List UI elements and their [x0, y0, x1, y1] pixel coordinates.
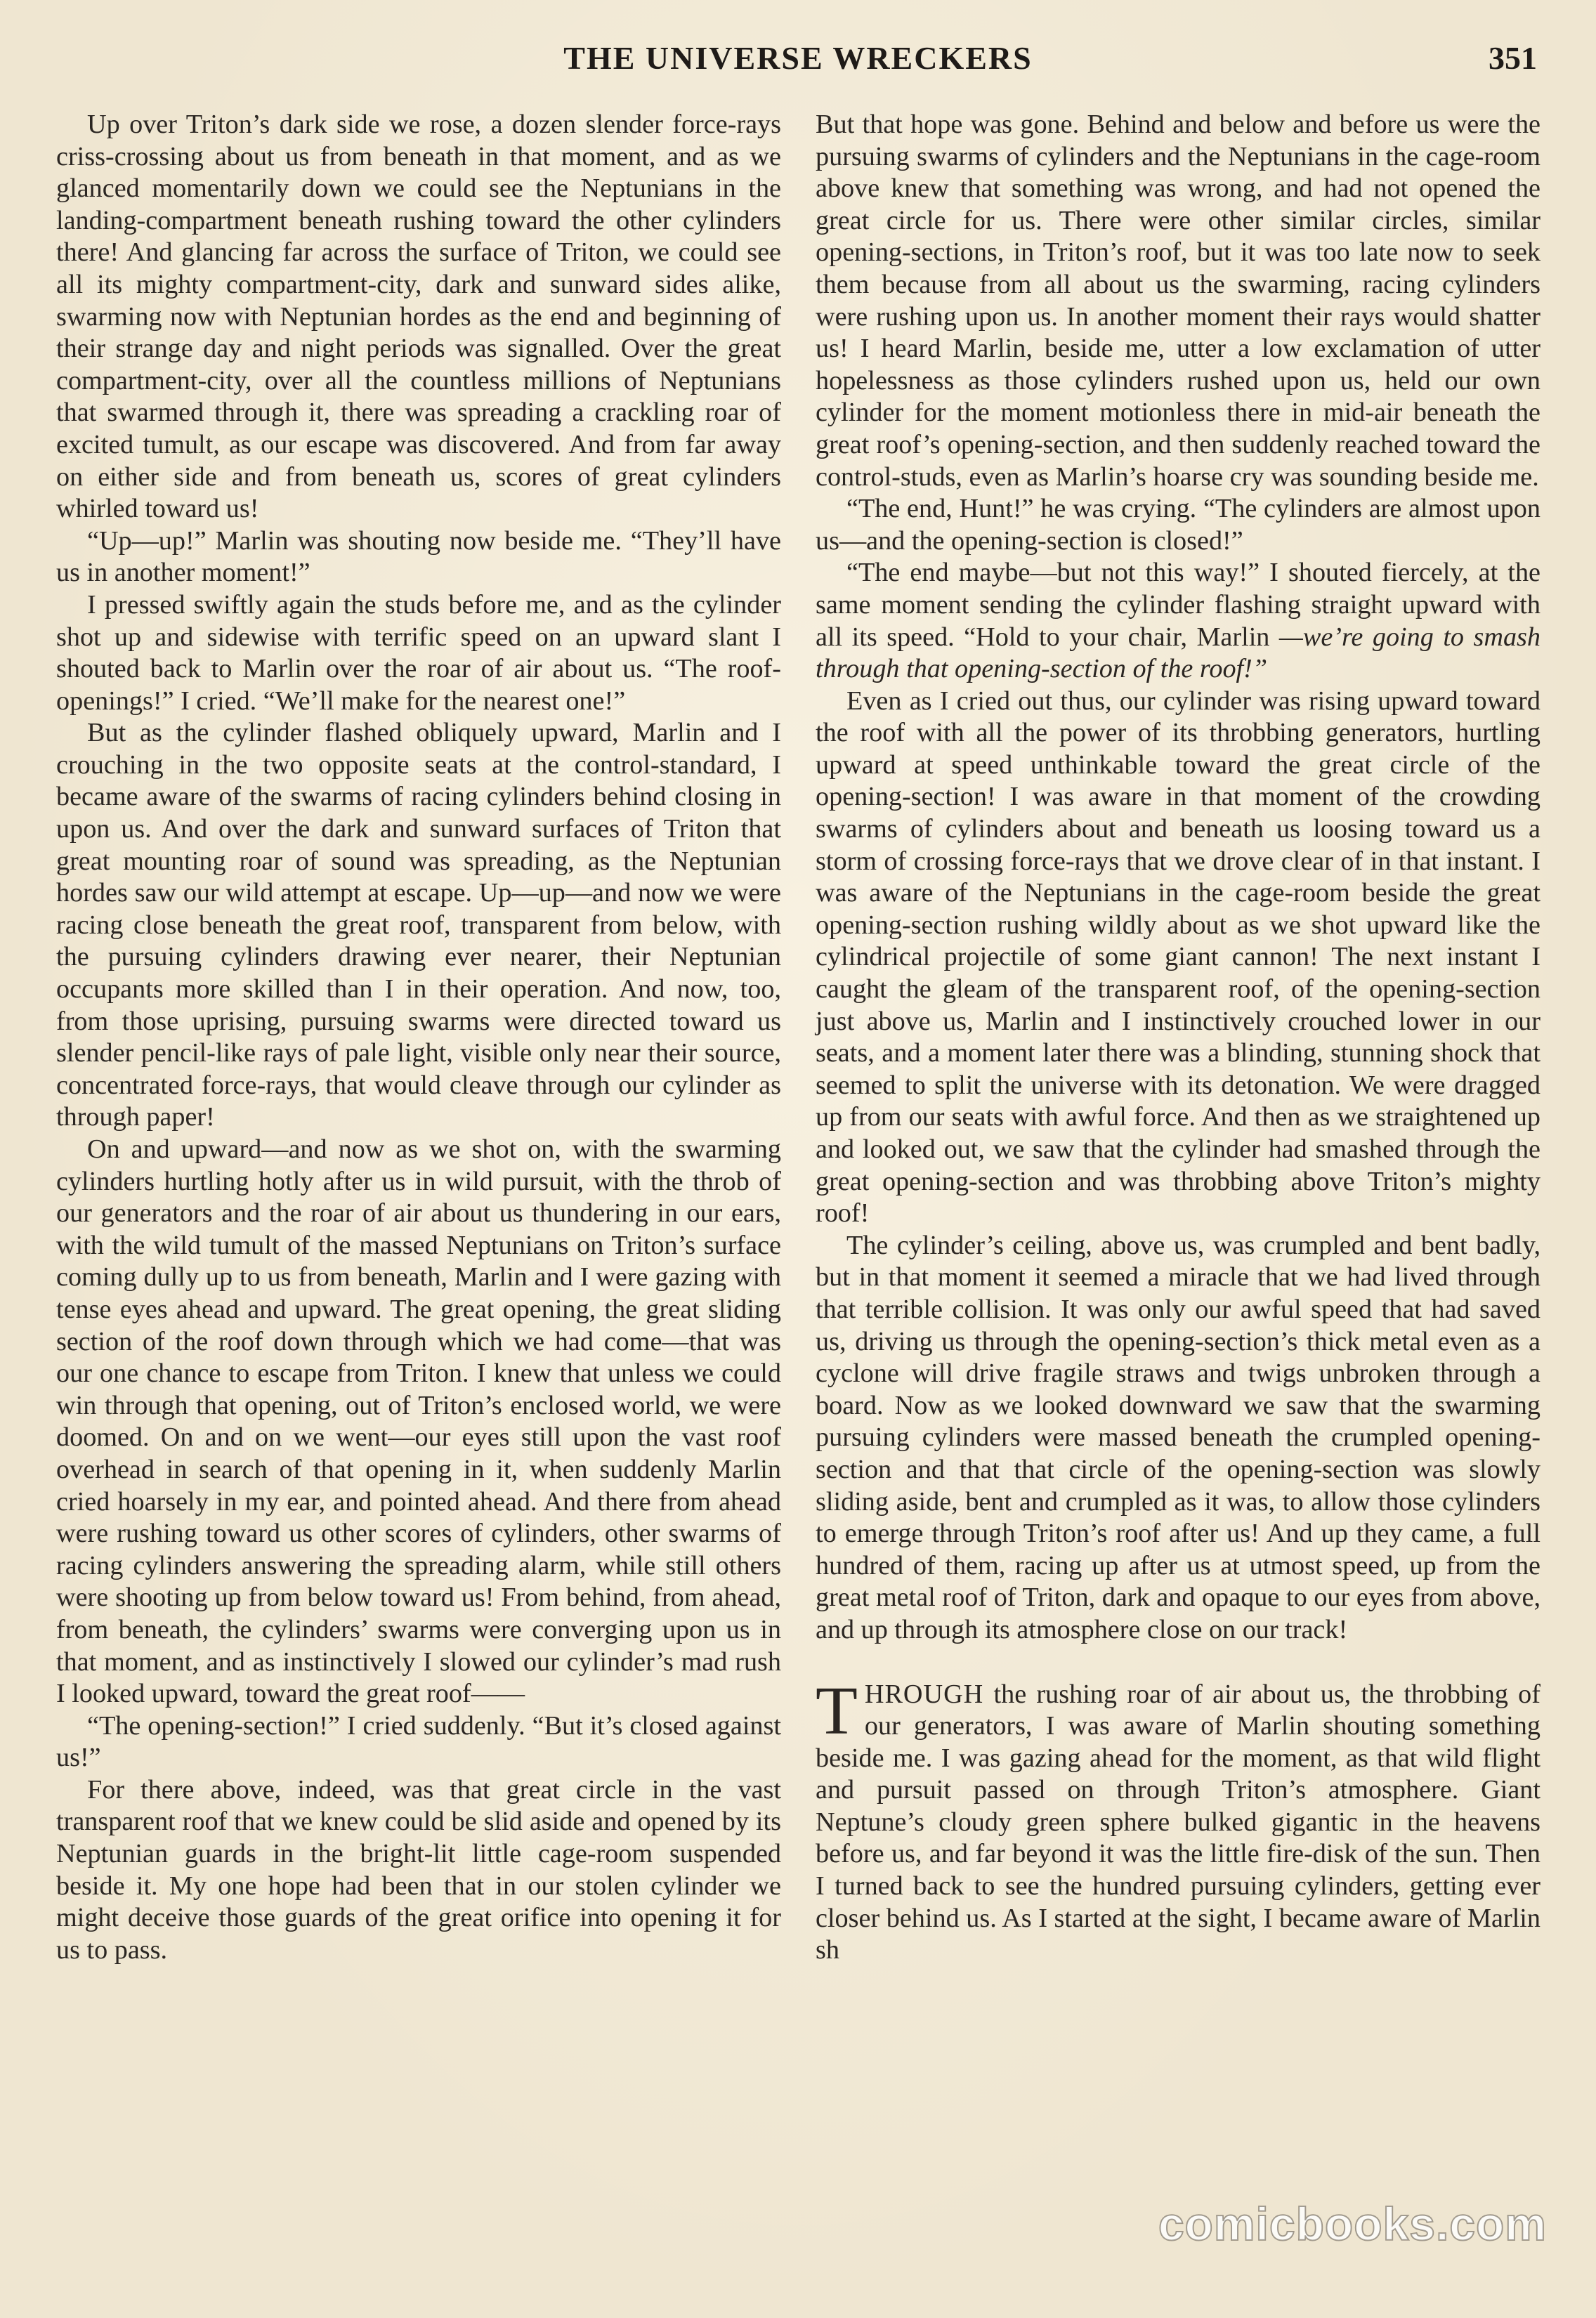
- paragraph: Up over Triton’s dark side we rose, a dozen slender force-rays criss-crossing about us from beneath in that moment, and as we glanced momentarily down we could see the Neptunians in the landing-compartment beneath rushing toward the other cylinders there! And glancing far across the surface of Triton, we could see all its mighty compartment-city, dark and sunward sides alike, swarming now with Neptunian hordes as the end and beginning of their strange day and night periods was signalled. Over the great compartment-city, over all the countless millions of Neptunians that swarmed through it, there was spreading a crackling roar of excited tumult, as our escape was discovered. And from far away on either side and from beneath us, scores of great cylinders whirled toward us!: [56, 110, 781, 524]
- page-number: 351: [1489, 40, 1537, 76]
- paragraph: Even as I cried out thus, our cylinder was rising upward toward the roof with all the power of its throbbing generators, hurtling upward at speed unthinkable toward the great circle of the opening-section! I was aware in that moment of the crowding swarms of cylinders about and beneath us loosing toward us a storm of crossing force-rays that we drove clear of in that instant. I was aware of the Neptunians in the cage-room beside the great opening-section rushing wildly about as we shot upward like the cylindrical projectile of some giant cannon! The next instant I caught the gleam of the transparent roof, of the opening-section just above us, Marlin and I instinctively crouched lower in our seats, and a moment later there was a blinding, stunning shock that seemed to split the universe with its detonation. We were dragged up from our seats with awful force. And then as we straightened up and looked out, we saw that the cylinder had smashed through the great opening-section and was throbbing above Triton’s mighty roof!: [816, 686, 1541, 1229]
- running-title: THE UNIVERSE WRECKERS: [563, 40, 1033, 76]
- paragraph: For there above, indeed, was that great circle in the vast transparent roof that we knew could be slid aside and opened by its Neptunian guards in the bright-lit little cage-room suspended beside it. My one hope had been that in our stolen cylinder we might deceive those guards of the great orifice into opening it for us to pass.: [56, 1774, 781, 1965]
- paragraph: I pressed swiftly again the studs before me, and as the cylinder shot up and sidewise with terrific speed on an upward slant I shouted back to Marlin over the roar of air about us. “The roof-openings!” I cried. “We’ll make for the nearest one!”: [56, 589, 781, 716]
- paragraph: But as the cylinder flashed obliquely upward, Marlin and I crouching in the two opposite seats at the control-standard, I became aware of the swarms of racing cylinders behind closing in upon us. And over the dark and sunward surfaces of Triton that great mounting roar of sound was spreading, as the Neptunian hordes saw our wild attempt at escape. Up—up—and now we were racing close beneath the great roof, transparent from below, with the pursuing cylinders drawing ever nearer, their Neptunian occupants more skilled than I in their operation. And now, too, from those uprising, pursuing swarms were directed toward us slender pencil-like rays of pale light, visible only near their source, concentrated force-rays, that would cleave through our cylinder as through paper!: [56, 718, 781, 1132]
- left-column: [56, 109, 781, 1966]
- paragraph: “Up—up!” Marlin was shouting now beside me. “They’ll have us in another moment!”: [56, 525, 781, 588]
- paragraph: On and upward—and now as we shot on, with the swarming cylinders hurtling hotly after us in wild pursuit, with the throb of our generators and the roar of air about us thundering in our ears, with the wild tumult of the massed Neptunians on Triton’s surface coming dully up to us from beneath, Marlin and I were gazing with tense eyes ahead and upward. The great opening, the great sliding section of the roof down through which we had come—that was our one chance to escape from Triton. I knew that unless we could win through that opening, out of Triton’s enclosed world, we were doomed. On and on we went—our eyes still upon the vast roof overhead in search of that opening in it, when suddenly Marlin cried hoarsely in my ear, and pointed ahead. And there from ahead were rushing toward us other scores of cylinders, other swarms of racing cylinders answering the spreading alarm, while still others were shooting up from below toward us! From behind, from ahead, from beneath, the cylinders’ swarms were converging upon us in that moment, and as instinctively I slowed our cylinder’s mad rush I looked upward, toward the great roof——: [56, 1134, 781, 1709]
- shout-text: “The end maybe—but not this way!” I shouted fiercely, at the same moment sending the cylinder flashing straight upward with all its speed. “Hold to your chair, Marlin: [816, 558, 1541, 652]
- right-column: [816, 109, 1541, 1967]
- shout-italic-text: —we’re going to smash through that opening-section of the roof!”: [816, 622, 1541, 684]
- paragraph: The cylinder’s ceiling, above us, was crumpled and bent badly, but in that moment it seemed a miracle that we had lived through that terrible collision. It was only our awful speed that had saved us, driving us through the opening-section’s thick metal even as a cyclone will drive fragile straws and twigs unbroken through a board. Now as we looked downward we saw that the swarming pursuing cylinders were massed beneath the crumpled opening-section and that that circle of the opening-section was slowly sliding aside, bent and crumpled as it was, to allow those cylinders to emerge through Triton’s roof after us! And up they came, a full hundred of them, racing up after us at utmost speed, up from the great metal roof of Triton, dark and opaque to our eyes from above, and up through its atmosphere close on our track!: [816, 1230, 1541, 1644]
- paragraph: “The end, Hunt!” he was crying. “The cylinders are almost upon us—and the opening-section is closed!”: [816, 494, 1541, 556]
- page-header: [0, 37, 1596, 86]
- drop-cap: T: [816, 1672, 858, 1749]
- watermark-logo: comicbooks.com: [1158, 2198, 1547, 2250]
- paragraph-continued: But that hope was gone. Behind and below and before us were the pursuing swarms of cylinders and the Neptunians in the cage-room above knew that something was wrong, and had not opened the great circle for us. There were other similar circles, similar opening-sections, in Triton’s roof, but it was too late now to seek them because from all about us the swarming, racing cylinders were rushing upon us. In another moment their rays would shatter us! I heard Marlin, beside me, utter a low exclamation of utter hopelessness as those cylinders rushed upon us, held our own cylinder for the moment motionless there in mid-air beneath the great roof’s opening-section, and then suddenly reached toward the control-studs, even as Marlin’s hoarse cry was sounding beside me.: [816, 110, 1541, 492]
- paragraph: [816, 557, 1541, 685]
- lead-in-word: HROUGH: [864, 1679, 984, 1709]
- section-text: the rushing roar of air about us, the throbbing of our generators, I was aware of Marlin shouting something beside me. I was gazing ahead for the moment, as that wild flight and pursuit passed on through Triton’s atmosphere. Giant Neptune’s cloudy green sphere bulked gigantic in the heavens before us, and far beyond it was the little fire-disk of the sun. Then I turned back to see the hundred pursuing cylinders, getting ever closer behind us. As I started at the sight, I became aware of Marlin sh: [816, 1679, 1541, 1965]
- paragraph: “The opening-section!” I cried suddenly. “But it’s closed against us!”: [56, 1710, 781, 1773]
- section-opening-paragraph: [816, 1672, 1541, 1967]
